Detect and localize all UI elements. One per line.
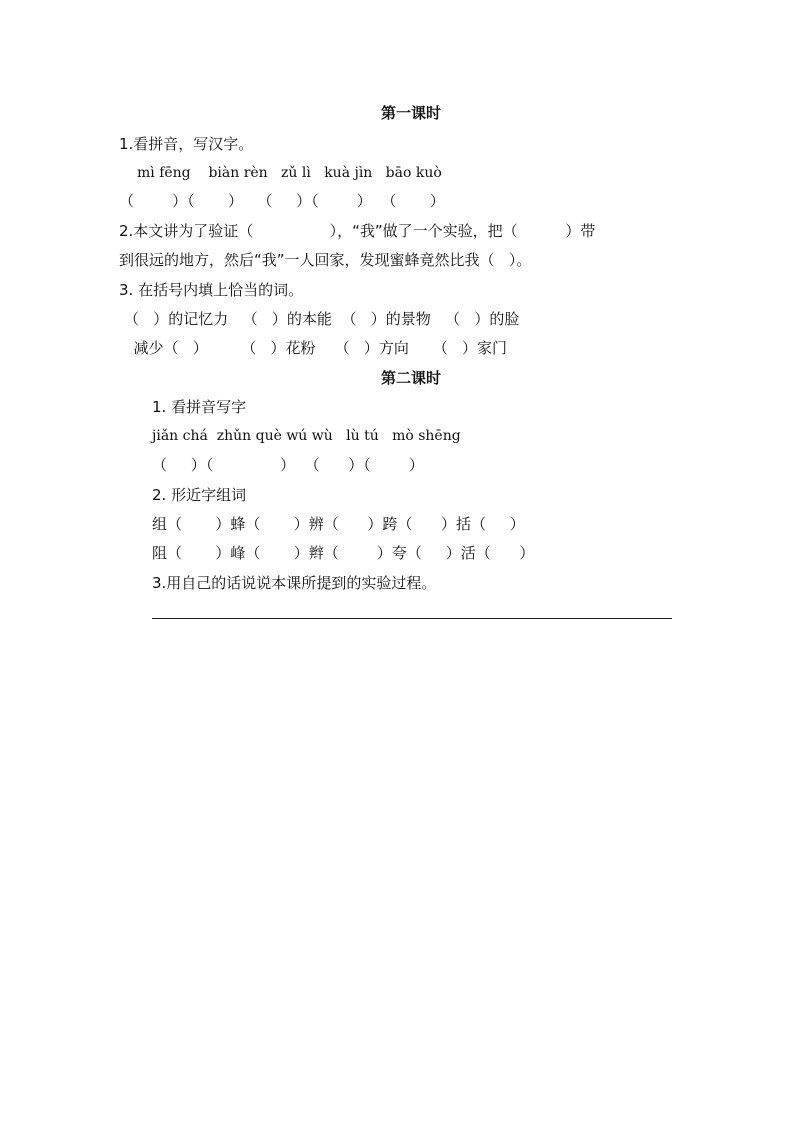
l1-q3-prompt: 3. 在括号内填上恰当的词。 <box>119 281 304 299</box>
l1-q2-line2: 到很远的地方，然后“我”一人回家，发现蜜蜂竟然比我（ ）。 <box>119 251 532 269</box>
l1-q2-line1: 2.本文讲为了验证（ ），“我”做了一个实验，把（ ）带 <box>119 222 596 240</box>
lesson1-title: 第一课时 <box>381 104 442 122</box>
l1-q3-row2: 减少（ ） （ ）花粉 （ ）方向 （ ）家门 <box>124 339 508 357</box>
l2-q3-prompt: 3.用自己的话说说本课所提到的实验过程。 <box>152 574 437 592</box>
l2-q1-prompt: 1. 看拼音写字 <box>152 398 247 416</box>
l1-q3-row1: （ ）的记忆力 （ ）的本能 （ ）的景物 （ ）的脸 <box>124 310 520 328</box>
l2-q1-blanks: （ ）（ ） （ ）（ ） <box>152 456 424 474</box>
l2-q2-row1: 组（ ）蜂（ ）辨（ ）跨（ ）括（ ） <box>152 515 525 533</box>
l1-q1-pinyin: mì fēng biàn rèn zǔ lì kuà jìn bāo kuò <box>137 165 442 181</box>
answer-line <box>152 618 672 619</box>
l1-q1-blanks: （ ）（ ） （ ）（ ） （ ） <box>119 192 445 210</box>
lesson2-title: 第二课时 <box>381 369 442 387</box>
l2-q2-row2: 阻（ ）峰（ ）辫（ ）夸（ ）活（ ） <box>152 544 535 562</box>
l2-q1-pinyin: jiǎn chá zhǔn què wú wù lù tú mò shēng <box>152 428 461 444</box>
l2-q2-prompt: 2. 形近字组词 <box>152 486 247 504</box>
l1-q1-prompt: 1.看拼音，写汉字。 <box>119 135 254 153</box>
